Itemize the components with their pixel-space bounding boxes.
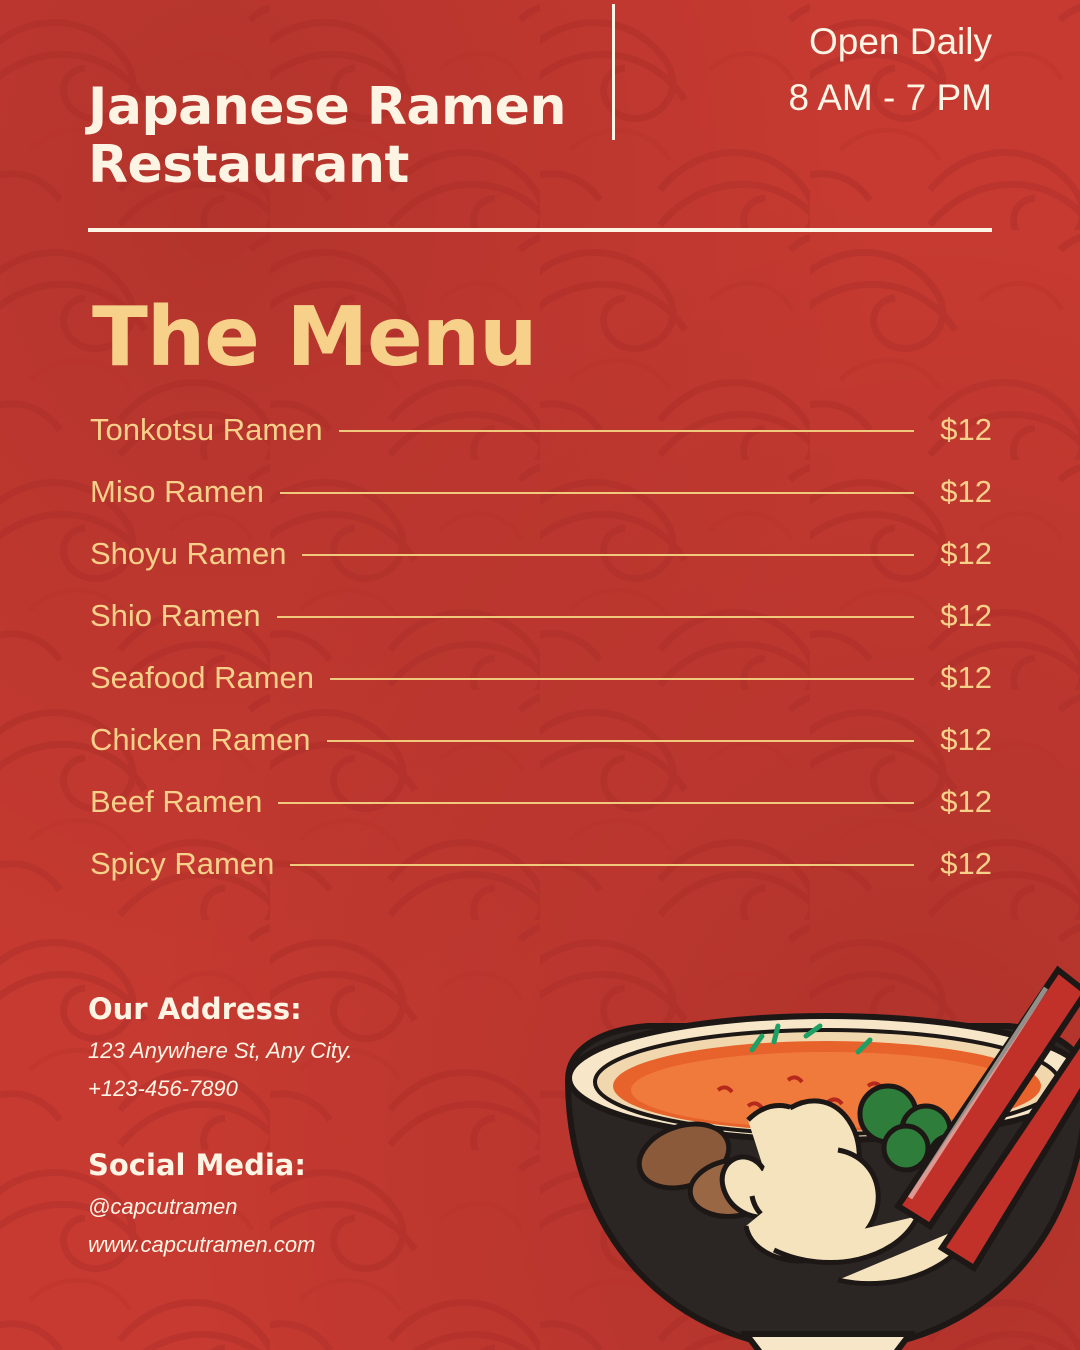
menu-title: The Menu	[92, 290, 537, 385]
ramen-bowl-illustration	[538, 930, 1080, 1350]
menu-item-price: $12	[940, 660, 992, 695]
menu-item-price: $12	[940, 598, 992, 633]
address-line: 123 Anywhere St, Any City.	[88, 1038, 353, 1063]
menu-item-price: $12	[940, 536, 992, 571]
menu-item-leader-line	[290, 864, 914, 866]
menu-item-name: Seafood Ramen	[90, 660, 315, 695]
menu-item-name: Shio Ramen	[90, 598, 261, 633]
menu-item-price: $12	[940, 846, 992, 881]
menu-item-name: Miso Ramen	[90, 474, 264, 509]
menu-item-name: Tonkotsu Ramen	[90, 412, 323, 447]
menu-item-price: $12	[940, 784, 992, 819]
phone-number: +123-456-7890	[88, 1076, 238, 1101]
menu-item-price: $12	[940, 474, 992, 509]
opening-hours-line2: 8 AM - 7 PM	[788, 76, 992, 118]
menu-item-row	[90, 412, 992, 474]
social-media-heading: Social Media:	[88, 1148, 306, 1182]
restaurant-name-line2: Restaurant	[88, 135, 409, 196]
menu-item-row	[90, 846, 992, 908]
website-url: www.capcutramen.com	[88, 1232, 316, 1257]
opening-hours-line1: Open Daily	[808, 21, 992, 62]
menu-item-leader-line	[277, 616, 914, 618]
menu-item-leader-line	[280, 492, 914, 494]
header-vertical-divider	[612, 4, 615, 140]
menu-item-price: $12	[940, 722, 992, 757]
menu-item-row	[90, 536, 992, 598]
menu-item-row	[90, 660, 992, 722]
restaurant-name	[88, 78, 688, 194]
menu-item-price: $12	[940, 412, 992, 447]
menu-item-row	[90, 598, 992, 660]
menu-item-name: Spicy Ramen	[90, 846, 275, 881]
restaurant-name-line1: Japanese Ramen	[88, 77, 566, 137]
contact-spacer	[88, 1114, 548, 1148]
menu-item-name: Shoyu Ramen	[90, 536, 287, 571]
social-handle: @capcutramen	[88, 1194, 238, 1219]
menu-item-leader-line	[302, 554, 914, 556]
menu-item-row	[90, 722, 992, 784]
menu-item-leader-line	[339, 430, 914, 432]
menu-item-leader-line	[278, 802, 914, 804]
menu-item-name: Beef Ramen	[90, 784, 263, 819]
menu-item-row	[90, 474, 992, 536]
header-horizontal-rule	[88, 228, 992, 232]
menu-item-name: Chicken Ramen	[90, 722, 311, 757]
menu-list	[90, 412, 992, 908]
menu-item-leader-line	[327, 740, 914, 742]
address-heading: Our Address:	[88, 992, 302, 1026]
menu-item-row	[90, 784, 992, 846]
menu-item-leader-line	[330, 678, 914, 680]
opening-hours	[660, 14, 992, 125]
contact-block	[88, 992, 548, 1270]
